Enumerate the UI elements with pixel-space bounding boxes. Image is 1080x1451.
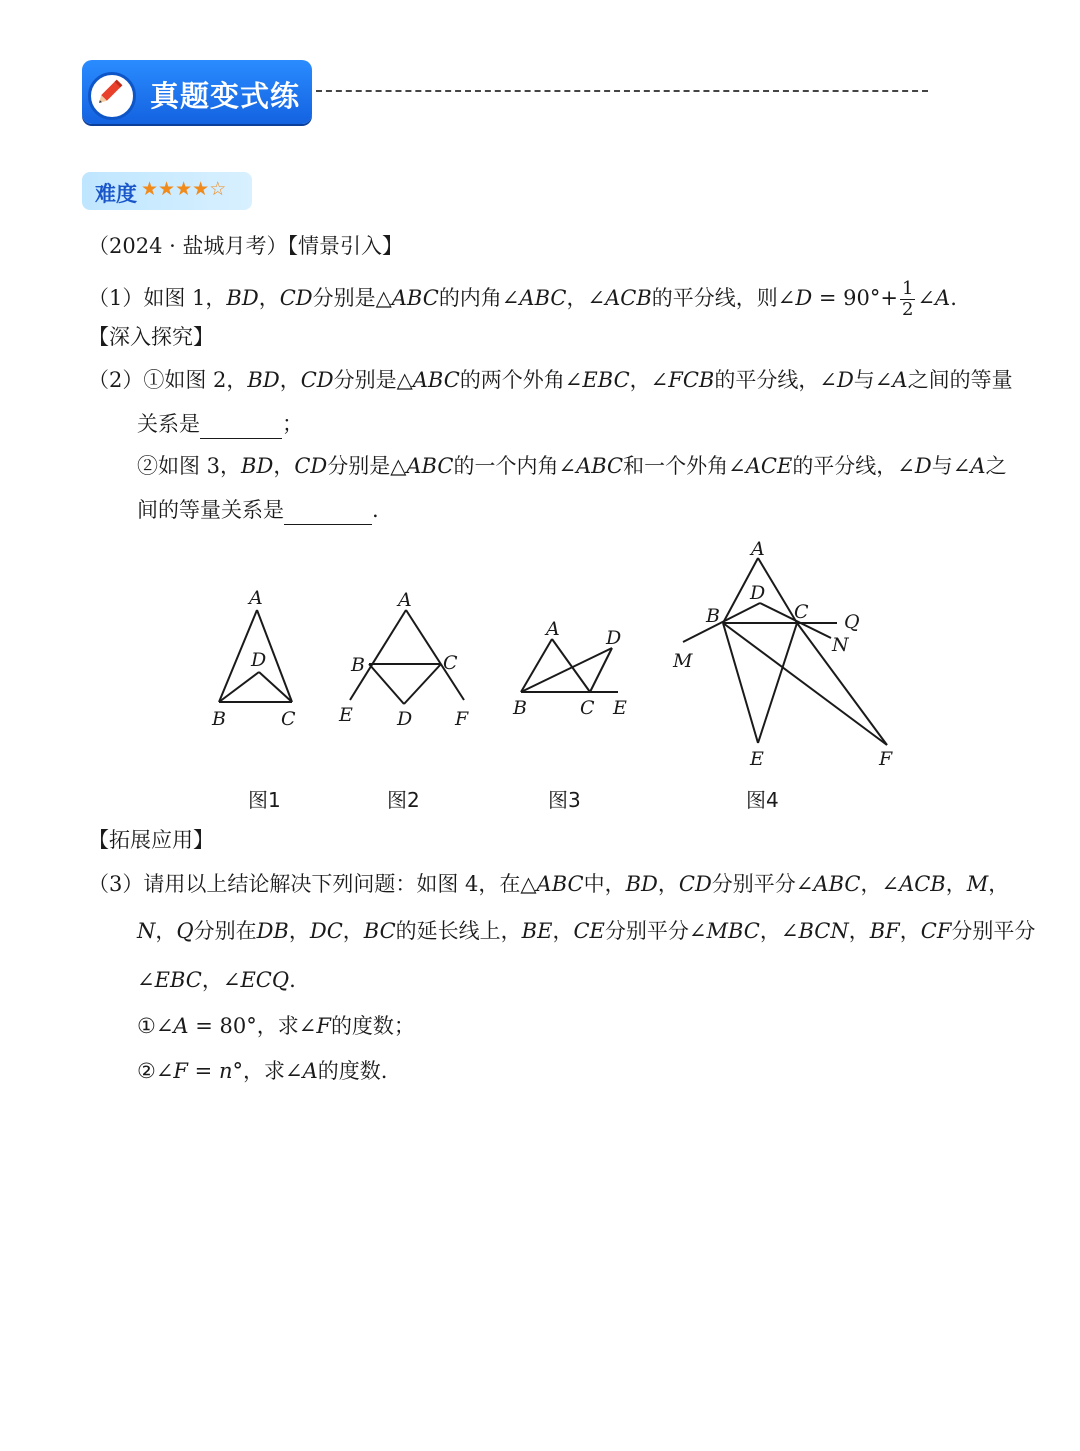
fig3-label: A	[546, 618, 560, 640]
figure-4	[683, 558, 887, 745]
fig2-label: F	[455, 708, 469, 730]
figure-caption: 图3	[548, 788, 581, 812]
question-2-line-3: ②如图 3，BD，CD分别是△ABC的一个内角∠ABC和一个外角∠ACE的平分线，∠D与∠A之	[137, 454, 1007, 478]
question-3-line-1: （3）请用以上结论解决下列问题：如图 4，在△ABC中，BD，CD分别平分∠ABC，∠ACB，M，	[88, 872, 1010, 896]
fraction-one-half: $\frac{1}{2}$	[901, 278, 914, 320]
star-filled-icon: ★	[141, 178, 159, 200]
fig4-label: E	[750, 748, 764, 770]
fig2-label: C	[443, 652, 458, 674]
source-line: （2024 · 盐城月考）【情景引入】	[88, 234, 403, 258]
pencil-icon	[88, 72, 136, 120]
fig4-label: C	[794, 601, 809, 623]
figure-3	[521, 639, 618, 692]
fig3-label: D	[606, 627, 622, 649]
figure-caption: 图1	[248, 788, 281, 812]
figures-area	[0, 530, 1080, 820]
difficulty-stars	[141, 178, 226, 200]
fig4-label: M	[673, 650, 693, 672]
star-empty-icon: ☆	[209, 178, 227, 200]
fig1-label: B	[212, 708, 226, 730]
fig4-label: N	[832, 634, 849, 656]
fig2-label: A	[398, 589, 412, 611]
star-filled-icon: ★	[192, 178, 210, 200]
question-3-sub-1: ①∠A = 80°，求∠F的度数；	[137, 1014, 415, 1038]
fig4-label: B	[706, 605, 720, 627]
answer-blank[interactable]	[200, 410, 282, 439]
question-3-line-3: ∠EBC，∠ECQ.	[137, 968, 296, 992]
fig4-label: A	[751, 538, 765, 560]
question-3-sub-2: ②∠F = n°，求∠A的度数.	[137, 1059, 388, 1083]
fig1-label: A	[249, 587, 263, 609]
fig1-label: C	[281, 708, 296, 730]
question-2-line-1: （2）①如图 2，BD，CD分别是△ABC的两个外角∠EBC，∠FCB的平分线，∠D与∠A之间的等量	[88, 368, 1013, 392]
fig3-label: C	[580, 697, 595, 719]
dashed-divider	[316, 90, 928, 92]
question-2-line-4: 间的等量关系是 .	[137, 496, 379, 525]
fig3-label: B	[513, 697, 527, 719]
section-heading-explore: 【深入探究】	[88, 325, 214, 349]
figure-caption: 图2	[387, 788, 420, 812]
figure-caption: 图4	[746, 788, 779, 812]
fig4-label: Q	[844, 611, 860, 633]
star-filled-icon: ★	[158, 178, 176, 200]
answer-blank[interactable]	[284, 496, 372, 525]
fig2-label: B	[351, 654, 365, 676]
section-heading-apply: 【拓展应用】	[88, 828, 214, 852]
question-3-line-2: N，Q分别在DB，DC，BC的延长线上，BE，CE分别平分∠MBC，∠BCN，BF，CF分别平分	[137, 919, 1036, 943]
difficulty-label: 难度	[95, 182, 137, 206]
fig4-label: D	[750, 582, 766, 604]
fig1-label: D	[251, 649, 267, 671]
question-1: （1）如图 1，BD，CD分别是△ABC的内角∠ABC，∠ACB的平分线，则∠D = 90°+ $\frac{1}{2}$ ∠A.	[88, 278, 957, 320]
fig4-label: F	[879, 748, 893, 770]
fig2-label: E	[339, 704, 353, 726]
fig3-label: E	[613, 697, 627, 719]
fig2-label: D	[397, 708, 413, 730]
star-filled-icon: ★	[175, 178, 193, 200]
question-2-line-2: 关系是 ；	[137, 410, 303, 439]
section-title: 真题变式练	[150, 79, 301, 113]
